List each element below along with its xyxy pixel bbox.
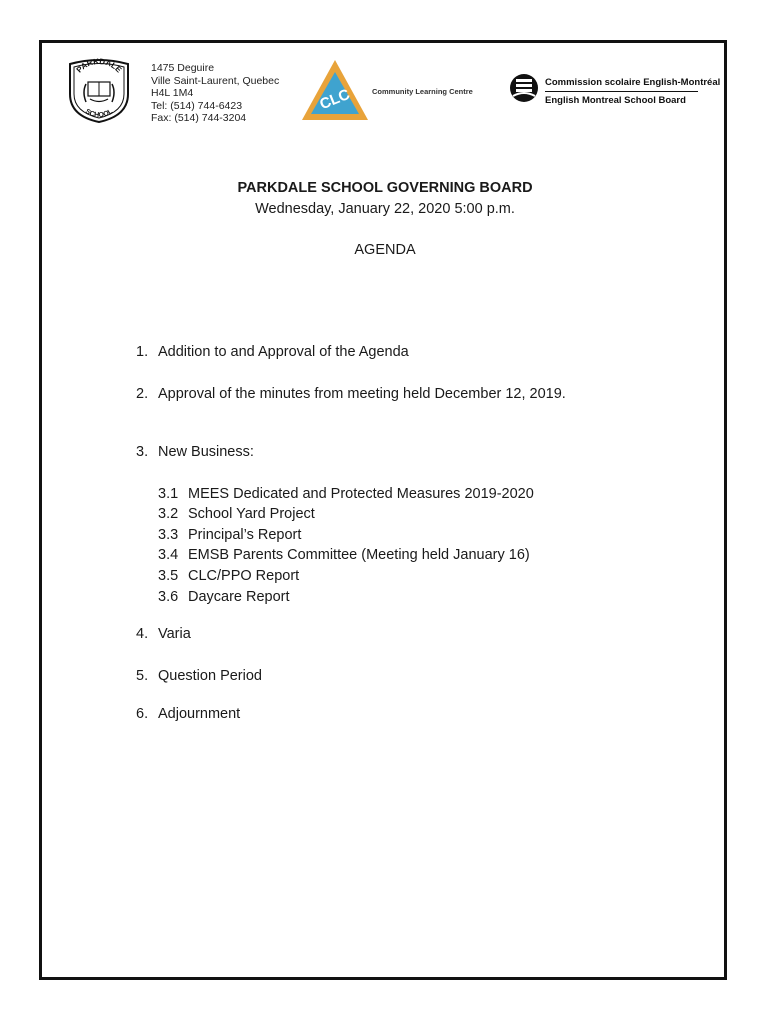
address-line: 1475 Deguire: [151, 62, 215, 74]
agenda-sub-item: [158, 486, 534, 502]
sub-item-number: 3.2: [158, 506, 179, 522]
agenda-item: [136, 668, 262, 684]
parkdale-logo-bottom-text: SCHOOL: [83, 108, 115, 120]
sub-item-text: CLC/PPO Report: [188, 568, 300, 584]
agenda-item-number: 4.: [136, 626, 149, 642]
clc-caption: Community Learning Centre: [372, 87, 473, 96]
agenda-heading: AGENDA: [354, 242, 416, 258]
parkdale-logo-top-text: PARKDALE: [74, 56, 124, 75]
sub-item-text: MEES Dedicated and Protected Measures 2019-2020: [188, 486, 534, 502]
emsb-logo-icon: [509, 72, 539, 104]
sub-item-text: School Yard Project: [188, 506, 315, 522]
emsb-french-name: Commission scolaire English-Montréal: [545, 77, 721, 88]
agenda-item-text: Varia: [158, 626, 191, 642]
agenda-item-text: Approval of the minutes from meeting held December 12, 2019.: [158, 386, 566, 402]
document-title: PARKDALE SCHOOL GOVERNING BOARD: [237, 180, 533, 196]
agenda-item: [136, 706, 240, 722]
agenda-item: [136, 344, 409, 360]
agenda-item-number: 1.: [136, 344, 149, 360]
agenda-sub-item: [158, 568, 299, 584]
address-line: H4L 1M4: [151, 87, 194, 99]
emsb-divider: [545, 91, 698, 92]
agenda-item: [136, 626, 191, 642]
agenda-item: [136, 386, 566, 402]
agenda-item-text: New Business:: [158, 444, 254, 460]
emsb-english-name: English Montreal School Board: [545, 95, 686, 106]
clc-logo: [300, 58, 370, 122]
sub-item-text: Principal’s Report: [188, 527, 302, 543]
agenda-item-text: Adjournment: [158, 706, 241, 722]
agenda-item-text: Question Period: [158, 668, 262, 684]
agenda-sub-item: [158, 527, 301, 543]
agenda-sub-item: [158, 589, 290, 605]
agenda-sub-item: [158, 506, 315, 522]
agenda-item: [136, 444, 254, 460]
agenda-sub-item: [158, 547, 530, 563]
agenda-item-number: 6.: [136, 706, 149, 722]
agenda-item-number: 3.: [136, 444, 149, 460]
sub-item-number: 3.5: [158, 568, 179, 584]
agenda-item-number: 2.: [136, 386, 149, 402]
emsb-wordmark: [545, 77, 721, 107]
sub-item-number: 3.6: [158, 589, 179, 605]
school-address: [151, 62, 279, 125]
sub-item-number: 3.4: [158, 547, 179, 563]
parkdale-school-logo: [64, 54, 134, 124]
agenda-item-number: 5.: [136, 668, 149, 684]
agenda-item-text: Addition to and Approval of the Agenda: [158, 344, 409, 360]
fax-line: Fax: (514) 744-3204: [151, 112, 247, 124]
sub-item-text: Daycare Report: [188, 589, 290, 605]
address-line: Ville Saint-Laurent, Quebec: [151, 74, 280, 87]
phone-line: Tel: (514) 744-6423: [151, 99, 243, 112]
sub-item-text: EMSB Parents Committee (Meeting held January 16): [188, 547, 530, 563]
meeting-date: Wednesday, January 22, 2020 5:00 p.m.: [255, 201, 515, 217]
sub-item-number: 3.3: [158, 527, 179, 543]
sub-item-number: 3.1: [158, 486, 179, 502]
clc-logo-text: CLC: [317, 85, 353, 114]
